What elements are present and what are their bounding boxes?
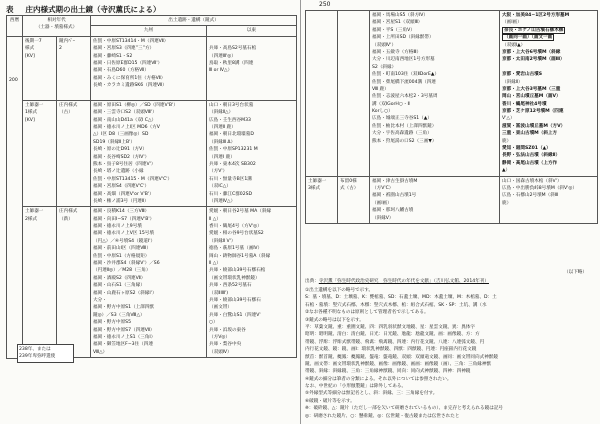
footnote: ①出土遺構を以下の略号で示す。 xyxy=(305,288,374,293)
table-row xyxy=(7,100,297,206)
footnote: 帯鏡、浮彫：浮彫式獣帯鏡、飛禽：飛禽鏡、四連：内行花文鏡、八連：八連弧文鏡、円 xyxy=(305,339,485,345)
table-title xyxy=(6,4,173,15)
other-cell: 兵庫・高島S2号墓石棺 （四連Ⅲ'◎） 鳥取・秋里8溝（四連 Ⅲ or Ⅳ△） xyxy=(207,36,297,100)
tomb-cell xyxy=(338,11,370,177)
footnote: 鏡、画文帯：画文帯環状乳神獣鏡、画像：画像鏡、画画：画像鏡（画）、三角：三角縁神獣 xyxy=(305,361,492,367)
footnote: 平：草葉文鏡、重：重圏文鏡、四：四乳羽状獣文地鏡、星：星雲文鏡、異：異体字 xyxy=(305,324,475,330)
footnote: ◎：研磨された鏡片、○：懸垂鏡、◎：伝世鏡・復古鏡または伝世されたと xyxy=(305,413,460,419)
other-cell: 愛媛・朝日谷2号墓 MA（斜縁 Ⅱ △） 香川・鶴尾4号（方Ⅴ'◎） 愛媛・相の谷9号台状墓S2 （斜縁Ⅱ Ⅴ'） 徳島・萩原1号墓（画Ⅳ） 岡山・鋳物師谷1号墓A（斜縁 Ⅱ △） 兵庫・綾部山39号石槨石棺 （画文帯環状乳神獣鏡） 兵庫・西条52号墓石 （双ⅡⅠⅢ') 兵庫・綾部山39号石槨石 （画文帯） 兵庫・白鷺山S1（四連Ⅴ' ○） 兵庫・浜坂の東谷 （方Ⅴ◎） 兵庫・梨谷中央 （双頭Ⅳ） xyxy=(207,207,297,358)
footnote: なお、中世紀の「小形倣製鏡」は除外してある。 xyxy=(305,384,407,390)
source-label: 出典： xyxy=(305,279,319,284)
pottery-cell: 土師器一 3様式 xyxy=(306,176,338,223)
source-citation: 寺沢薫「弥生時代政治史研究 弥生時代の年代を文献」（吉川弘文館、2014年刊） xyxy=(318,279,489,284)
kyushu-cell: 福岡・津古生掛古墳M （方Ⅴ'C） 福岡・祇園山古墳1号 （画Ⅰ画） 福岡・那珂八幡古墳 （斜縁Ⅴ） xyxy=(370,176,500,223)
envoy-note-box: 238年、または 239年卑弥呼遣使 xyxy=(17,344,74,363)
header-row-1 xyxy=(7,16,297,26)
table-title-label: 表 xyxy=(6,5,14,14)
tomb-cell: 庄内様式 （新） xyxy=(57,207,91,358)
era-header: 西暦 xyxy=(7,16,23,37)
other-header: 以東 xyxy=(207,26,297,36)
year-label: 200 xyxy=(9,77,18,83)
mirror-finds-table-continued xyxy=(305,10,598,224)
pottery-cell: 土師器一 2様式 xyxy=(23,207,57,358)
table-row xyxy=(7,207,297,358)
footnote: ③鏡式の略号は以下を示す。 xyxy=(305,317,364,323)
footnote: S：墓・墳墓、D：土壙墓、K：甕棺墓、SD：石蓋土壙、MD：木蓋土壙、M：木棺墓、D：土 xyxy=(305,295,497,301)
other-cell: 山口・朝日3号台状墓 （斜縁Ⅱ△） 広島・壬生西谷M33 （四連Ⅱ 鹿） 福岡・朝日北環壕墓D （斜縁Ⅲ Δ） 佐賀・中原SP13231 M （四連Ⅰ 鹿） 兵庫・東本4次 SB302 （方Ⅴ'） 石川・無量寺B区1溝 （双ⅠC△） 石川・藤江C群02SD （四連Ⅳ△） xyxy=(207,100,297,206)
mirror-finds-table xyxy=(6,15,297,359)
footnote: 獣首：獣首鏡、夔鳳：夔鳳鏡、盤竜：盤竜鏡、双頭：双頭竜文鏡、画同：画文帯同向式神獣鏡 xyxy=(305,354,498,360)
footnote: 昭明：昭明鏡、清白：清白鏡、日光：日光鏡、虺龍：虺龍文鏡、画：画像鏡、方：方 xyxy=(305,332,480,338)
tomb-cell: 布留0様 式（古） xyxy=(338,176,370,223)
relative-date-header: 相対年代 （土器・墳墓様式） xyxy=(23,16,91,37)
source-line xyxy=(305,278,597,285)
footnote: ②なお各種不明なものは原則として管理者名で示してある。 xyxy=(305,310,429,316)
footnote: ⑥破鏡・破片等を示す。 xyxy=(305,398,355,404)
finds-header: 出土遺跡・遺構（鏡式） xyxy=(91,16,297,26)
kyushu-cell: 福岡・原田S1（柳◎）／SD（四連Ⅴ'B'） 福岡・三雲寺口S2（双頭Ⅷ'） 福岡・南山山D41a（双Ⅰ C△） 福岡・徳永川ノ上I区 MD6（方Ⅴ △）I区 D8（三画像◎）SD SD19（斜縁Ⅱ上B'） 長崎・原の辻D91（方Ⅴ） 福岡・長谷崎SD2（方Ⅳ'） 熊本・鳥子8号住居（四連Ⅴ'） 長崎・塔ノ辻遺跡（小縁 佐賀・中原ST13415・M（四連Ⅴ'C'） 福岡・宮原S4（四連Ⅴ'C'） 福岡・高畑（四連Ⅴ'or Ⅴ'B'） 長崎・権ノ浦3号（円連Ⅱ） xyxy=(91,100,207,206)
pottery-cell: 土師器一 1様式 [KV] xyxy=(23,100,57,206)
kyushu-cell: 佐賀・中原ST13414・M（四連Ⅶ） 福岡・宮原S3（四連”三”方） 福岡・藤崎S1・S2 福岡・日佐原E群D15（四連Ⅶ'） 福岡・石島D60（方格Ⅶ） 福岡・みくに保育所1住（方格Ⅶ） 長崎・カラカミ遺跡SK6（四連Ⅶ） xyxy=(91,36,207,100)
omission-note: （以下略） xyxy=(564,270,587,275)
footnote: 石棺・墓墳：竪穴式石槨、木槨：竪穴式木槨、棺：組合式石棺、SK・SP：土坑、溝（水 xyxy=(305,302,487,308)
highlighted-entry: （画同一画）（画文一画 xyxy=(504,35,553,41)
highlighted-entry: 奈良・ホケノ山古墳石槨木槨 xyxy=(504,27,564,33)
table-row xyxy=(306,11,598,177)
pottery-cell xyxy=(306,11,338,177)
footnote: ④鏡式の細分は筆者の分類による。それ以外については参照されたい。 xyxy=(305,376,452,382)
kyushu-cell: 福岡・馬場山S5（斜方Ⅳ） 福岡・宮屋S1（双頭Ⅲ） 福岡・平S（三角Ⅴ） 福岡・上所田SD（斜縁獣帯） （双頭Ⅳ‘） 福岡・五斂寺（方格Ⅲ） 大分・川辺南西地区1号方形墓 S2（斜縁） 佐賀・町南103住（双ⅡDorE▲） 佐賀・柴尾橋下流004溝（四連 Ⅷ 鹿） 佐賀・志波屋六本松2・3号墓周 溝（双ⅠGorH○・Ⅱ Korし○） 広島・城端正三寺谷S1（▲） 佐賀・柚比本村（上澤四獣鏡） 大分・宇佐高森遺跡（三角） 熊本・狩尾湯の口S2（三画▼） xyxy=(370,11,500,177)
table-row xyxy=(306,176,598,223)
table-title-text: 庄内様式期の出土鏡（寺沢薫氏による） xyxy=(25,5,161,14)
footnotes xyxy=(305,287,597,420)
tomb-cell: 鏡内ﾊﾟｰ 2 xyxy=(57,36,91,100)
footnote: 内行花文鏡、鏡：鏡、画Ⅰ：環状乳神獣鏡、四獣：四獣鏡、円連：円座鈕内行花文鏡 xyxy=(305,347,477,353)
other-cell: 山口・国森古墳木棺（斜Ⅴ'） 広島・中出勝負峠8号墳M（斜Ⅴ'◎） 広島・石槨山2号墳M（斜Ⅲ 鹿） xyxy=(500,176,598,223)
footnote: 帯鏡、斜縁：斜縁鏡、三角：三角縁神獣鏡、同向：同向式神獣鏡、四神：四神鏡 xyxy=(305,369,471,375)
tomb-cell: 庄内様式 （古） xyxy=(57,100,91,206)
footnote: ※：破砕鏡、△：鏡片（ただし一部を欠いて研磨されているもの）、ま完存と考えられる鏡は記号 xyxy=(305,406,504,412)
pottery-cell: 後期一7 様式 [KV] xyxy=(23,36,57,100)
table-row xyxy=(7,36,297,100)
kyushu-cell: 福岡・良積K14（三方Ⅷ） 福岡・向田Ⅰ−S7（四連Ⅴ'B'） 福岡・徳永川ノ上9号墳 福岡・徳永川ノ上Ⅴ区 15号墳 （円△）／④号墳S4（鏡道Ⅰ'） 福岡・前田山I区（四連Ⅷ） 佐賀・中原S1（方格規矩） 福岡・沙井郡S4（斜縁Ⅴ'）／S6 （円連Ⅱ◎）／M28（三角） 福岡・酒殿S2（四連Ⅶ） 福岡・山石S1（三角縁） 福岡・山鹿石ヶ原S2（斜縁Ⅰ'） 大分・ 福岡・野方中原S1（上澤四獣 鏡◎）／S3（三角Ⅷ△） 福岡・野方中原S5 福岡・野方中原S7（四連Ⅶ） 福岡・徳永川ノ上S1（三角Ⅰ） 福岡・御笠地区F−3住（四連 Ⅷ△） xyxy=(91,207,207,358)
page-number: 250 xyxy=(319,1,331,8)
footnote: ⑤外縁型式等細分は無記名とし、斜：斜縁、三：三角縁を付す。 xyxy=(305,391,438,397)
other-cell: 大阪・加美84−1区2号方形墓M （画Ⅰ画） 奈良・ホケノ山古墳石槨木槨 （画同一画）（画文一画 （双頭Ⅰ▲） 京都・上大谷6号墳M（斜縁 京都・太田南2号墳M（画Ⅲ） 京都・愛宕山古墳S （斜縁Ⅱ） 京都・上大谷3号墓M（三重 岡山・宮山墳丘墓M（画Ⅴ） 香川・鶴尾神社4号墳 京都・芝ケ原12号墳M（四連 Ⅴ'△） 滋賀・冨波山墳丘墓M（方Ⅴ） 三重・東山古墳M（斜上方 鹿） 愛知・廻間SZ01（▲） 長野・弘法山古墳（斜縁Ⅱ） 静岡・高尾山古墳（上方作 ▲） xyxy=(500,11,598,177)
kyushu-header: 九州 xyxy=(91,26,207,36)
right-page xyxy=(300,0,600,424)
year-column xyxy=(7,36,23,358)
